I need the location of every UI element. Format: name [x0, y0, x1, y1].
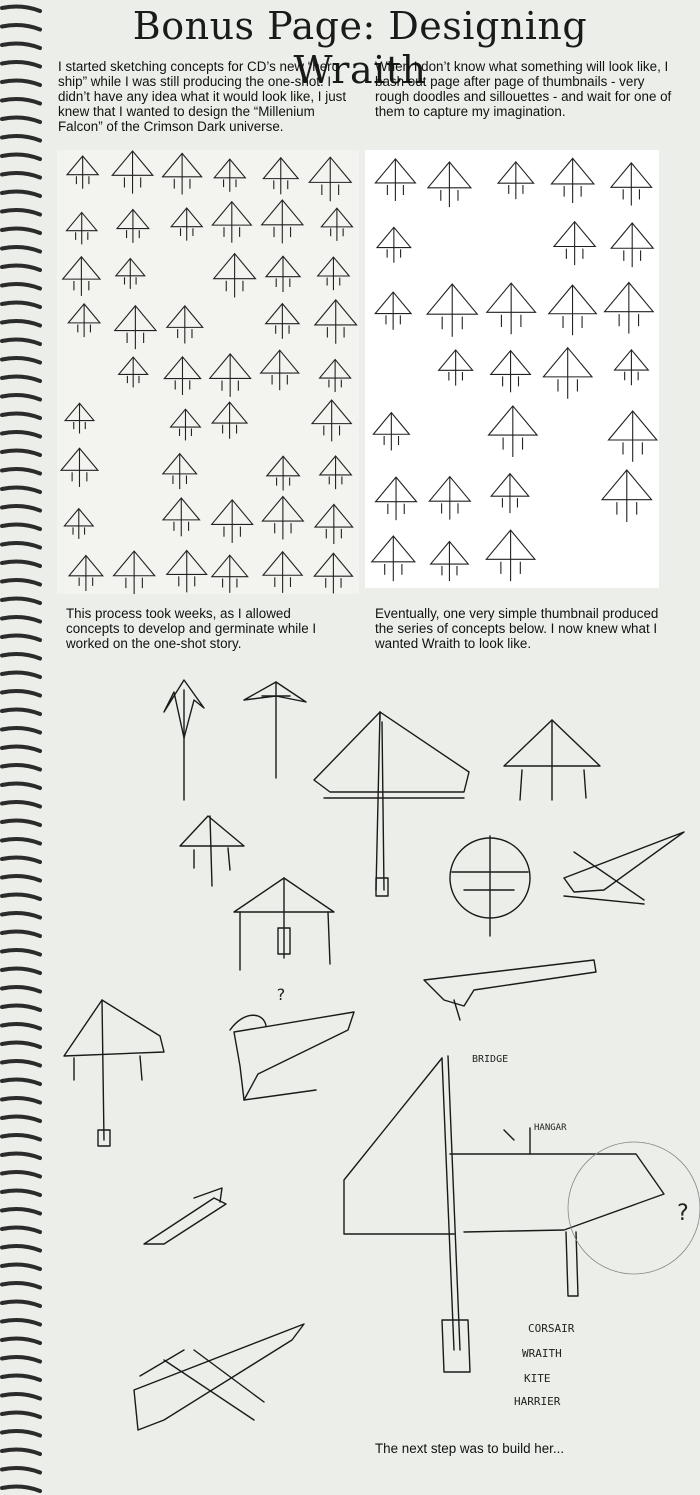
thumbnail-doodle — [611, 223, 653, 267]
thumbnail-doodle — [114, 551, 155, 594]
thumbnail-doodle — [67, 212, 97, 244]
spiral-coil — [2, 710, 40, 714]
thumbnail-doodle — [267, 456, 300, 490]
spiral-coil — [2, 802, 40, 806]
spiral-coil — [2, 118, 40, 122]
spiral-coil — [2, 1376, 40, 1380]
thumbnail-doodle — [611, 163, 652, 206]
thumbnail-doodle — [116, 258, 145, 288]
thumbnail-doodle — [119, 357, 148, 387]
thumbnail-doodle — [163, 454, 197, 489]
spiral-coil — [2, 1080, 40, 1084]
spiral-coil — [2, 895, 40, 899]
thumbnail-doodle — [377, 227, 411, 262]
thumbnail-doodle — [65, 403, 94, 433]
spiral-coil — [2, 617, 40, 621]
thumbnail-doodle — [375, 159, 415, 201]
thumbnail-doodle — [262, 200, 303, 243]
concept-sketch-13 — [344, 1056, 700, 1372]
thumbnail-doodle — [212, 555, 248, 593]
thumbnail-doodle — [262, 496, 303, 539]
thumbnail-doodle — [372, 536, 415, 581]
thumbnail-sheet-left — [57, 150, 359, 594]
thumbnail-doodle — [212, 500, 253, 543]
question-mark-2: ? — [676, 1201, 690, 1226]
spiral-coil — [2, 44, 40, 48]
spiral-coil — [2, 1191, 40, 1195]
thumbnail-doodle — [431, 542, 469, 581]
thumbnail-doodle — [427, 284, 477, 337]
concept-sketch-14 — [134, 1324, 304, 1430]
name-option: WRAITH — [522, 1347, 562, 1360]
spiral-coil — [2, 654, 40, 658]
hangar-label: HANGAR — [534, 1123, 567, 1133]
spiral-coil — [2, 1117, 40, 1121]
thumbnail-doodle — [263, 158, 298, 195]
thumbnail-doodle — [487, 283, 536, 334]
thumbnail-doodle — [543, 348, 592, 399]
spiral-coil — [2, 1061, 40, 1065]
eventually-paragraph: Eventually, one very simple thumbnail produced the series of concepts below. I now knew what I wanted Wraith to look like. — [375, 606, 659, 651]
concept-sketch-8 — [564, 832, 684, 904]
concept-sketch-6 — [234, 878, 334, 970]
spiral-coil — [2, 358, 40, 362]
spiral-coil — [2, 691, 40, 695]
spiral-coil — [2, 155, 40, 159]
spiral-coil — [2, 1135, 40, 1139]
spiral-coil — [2, 525, 40, 529]
thumbnail-doodle — [69, 556, 103, 591]
spiral-coil — [2, 673, 40, 677]
spiral-coil — [2, 987, 40, 991]
thumbnail-doodle — [266, 304, 299, 339]
spiral-coil — [2, 303, 40, 307]
spiral-coil — [2, 1265, 40, 1269]
thumbnail-doodle — [554, 222, 595, 265]
spiral-coil — [2, 247, 40, 251]
spiral-coil — [2, 1339, 40, 1343]
spiral-coil — [2, 1413, 40, 1417]
spiral-coil — [2, 1228, 40, 1232]
thumbnail-doodle — [491, 351, 531, 393]
name-option: CORSAIR — [528, 1322, 575, 1335]
spiral-coil — [2, 284, 40, 288]
thumbnail-doodle — [315, 300, 357, 344]
bridge-label: BRIDGE — [472, 1054, 509, 1065]
closing-paragraph: The next step was to build her... — [375, 1441, 565, 1456]
thumbnail-doodle — [112, 151, 153, 194]
thumbnail-doodle — [67, 156, 98, 189]
thumbnail-doodle — [375, 292, 411, 330]
spiral-coil — [2, 747, 40, 751]
spiral-coil — [2, 1283, 40, 1287]
thumbnail-doodle — [117, 209, 149, 242]
thumbnail-doodle — [115, 306, 156, 349]
thumbnail-doodle — [309, 157, 351, 201]
thumbnail-doodle — [61, 448, 98, 487]
spiral-coil — [2, 562, 40, 566]
thumbnail-doodle — [373, 413, 409, 451]
spiral-coil — [2, 599, 40, 603]
spiral-coil — [2, 1246, 40, 1250]
spiral-binding-icon — [0, 0, 44, 1495]
spiral-coil — [2, 1154, 40, 1158]
thumbnail-doodle — [498, 162, 534, 199]
concept-sketch-7 — [450, 836, 530, 936]
thumbnail-doodle — [64, 509, 93, 539]
spiral-coil — [2, 784, 40, 788]
thumbnail-sheet-right — [365, 150, 659, 588]
thumbnail-doodle — [549, 285, 597, 335]
spiral-coil — [2, 1431, 40, 1435]
spiral-coil — [2, 432, 40, 436]
question-mark-1: ? — [276, 985, 286, 1004]
spiral-coil — [2, 932, 40, 936]
spiral-coil — [2, 266, 40, 270]
spiral-coil — [2, 451, 40, 455]
spiral-coil — [2, 1302, 40, 1306]
thumbnail-doodle — [266, 256, 300, 292]
thumbnail-doodle — [263, 552, 302, 593]
thumbnail-doodle — [212, 402, 247, 439]
spiral-coil — [2, 395, 40, 399]
spiral-coil — [2, 229, 40, 233]
spiral-coil — [2, 728, 40, 732]
thumbnail-doodle — [615, 350, 649, 385]
thumbnail-doodle — [167, 550, 207, 592]
concept-sketch-9 — [424, 960, 596, 1020]
thumbnail-doodle — [210, 354, 251, 397]
spiral-coil — [2, 7, 40, 11]
spiral-coil — [2, 506, 40, 510]
concept-sketch-4 — [504, 720, 600, 800]
thumbnail-doodle — [163, 498, 200, 536]
concept-sketch-5 — [180, 816, 244, 886]
name-option: HARRIER — [514, 1395, 561, 1408]
spiral-coil — [2, 1098, 40, 1102]
thumbnail-sketches-right — [365, 150, 659, 588]
thumbnail-sketches-left — [57, 150, 359, 594]
spiral-coil — [2, 210, 40, 214]
thumbnail-doodle — [428, 162, 471, 207]
thumbnail-doodle — [163, 153, 202, 194]
spiral-coil — [2, 1450, 40, 1454]
concept-sketch-3 — [314, 712, 469, 896]
spiral-coil — [2, 969, 40, 973]
thumbnail-doodle — [605, 283, 654, 334]
spiral-coil — [2, 858, 40, 862]
concept-sketch-1 — [164, 680, 204, 800]
thumbnail-doodle — [315, 504, 353, 544]
thumbnail-doodle — [376, 477, 417, 520]
spiral-coil — [2, 580, 40, 584]
spiral-coil — [2, 1043, 40, 1047]
thumbnail-doodle — [608, 411, 656, 462]
thumbnail-doodle — [321, 208, 352, 241]
thumbnail-doodle — [318, 257, 350, 290]
name-option: KITE — [524, 1372, 551, 1385]
thumbnail-doodle — [439, 350, 473, 386]
spiral-coil — [2, 192, 40, 196]
spiral-coil — [2, 414, 40, 418]
spiral-coil — [2, 765, 40, 769]
thumbnail-doodle — [171, 409, 201, 440]
spiral-coil — [2, 469, 40, 473]
intro-right-paragraph: When I don’t know what something will look like, I bash out page after page of thumbnails - very rough doodles and sillouettes - and wait for one of them to capture my imagination. — [375, 59, 672, 119]
spiral-coil — [2, 1209, 40, 1213]
spiral-coil — [2, 173, 40, 177]
spiral-coil — [2, 340, 40, 344]
spiral-coil — [2, 81, 40, 85]
concept-sketch-2 — [244, 682, 306, 778]
thumbnail-doodle — [68, 304, 100, 337]
thumbnail-doodle — [171, 208, 202, 241]
spiral-coil — [2, 821, 40, 825]
spiral-coil — [2, 1320, 40, 1324]
page-title: Bonus Page: Designing Wraith — [132, 4, 588, 92]
thumbnail-doodle — [314, 553, 352, 593]
spiral-coil — [2, 950, 40, 954]
spiral-coil — [2, 913, 40, 917]
spiral-coil — [2, 636, 40, 640]
spiral-coil — [2, 62, 40, 66]
thumbnail-doodle — [63, 257, 100, 296]
concept-sketches-drawing — [44, 660, 700, 1440]
spiral-coil — [2, 876, 40, 880]
spiral-coil — [2, 1024, 40, 1028]
thumbnail-doodle — [167, 306, 203, 344]
spiral-coil — [2, 839, 40, 843]
spiral-coil — [2, 1172, 40, 1176]
thumbnail-doodle — [212, 202, 251, 243]
thumbnail-doodle — [214, 159, 245, 192]
thumbnail-doodle — [320, 359, 351, 392]
spiral-coil — [2, 377, 40, 381]
thumbnail-doodle — [551, 158, 594, 203]
concept-sketch-12 — [144, 1188, 226, 1244]
thumbnail-doodle — [320, 456, 352, 489]
spiral-coil — [2, 321, 40, 325]
thumbnail-doodle — [164, 357, 200, 395]
concept-sketch-11 — [230, 1012, 354, 1100]
concept-sketch-10 — [64, 1000, 164, 1146]
thumbnail-doodle — [489, 406, 538, 457]
spiral-coil — [2, 136, 40, 140]
intro-left-paragraph: I started sketching concepts for CD’s new “hero ship” while I was still producing the one-shot. I didn’t have any idea what it would look like, I just knew that I wanted to design the “Millenium Falcon” of the Crimson Dark universe. — [58, 59, 347, 134]
spiral-coil — [2, 1468, 40, 1472]
spiral-coil — [2, 543, 40, 547]
thumbnail-doodle — [491, 474, 529, 513]
spiral-coil — [2, 1487, 40, 1491]
thumbnail-doodle — [261, 350, 299, 390]
spiral-coil — [2, 25, 40, 29]
thumbnail-doodle — [214, 254, 256, 298]
spiral-coil — [2, 488, 40, 492]
thumbnail-doodle — [602, 470, 652, 522]
thumbnail-doodle — [312, 400, 351, 441]
spiral-coil — [2, 99, 40, 103]
process-paragraph: This process took weeks, as I allowed concepts to develop and germinate while I worked on the one-shot story. — [66, 606, 317, 651]
thumbnail-doodle — [486, 530, 535, 581]
concept-sketches — [44, 660, 700, 1440]
spiral-coil — [2, 1394, 40, 1398]
thumbnail-doodle — [429, 477, 470, 520]
spiral-coil — [2, 1006, 40, 1010]
spiral-coil — [2, 1357, 40, 1361]
